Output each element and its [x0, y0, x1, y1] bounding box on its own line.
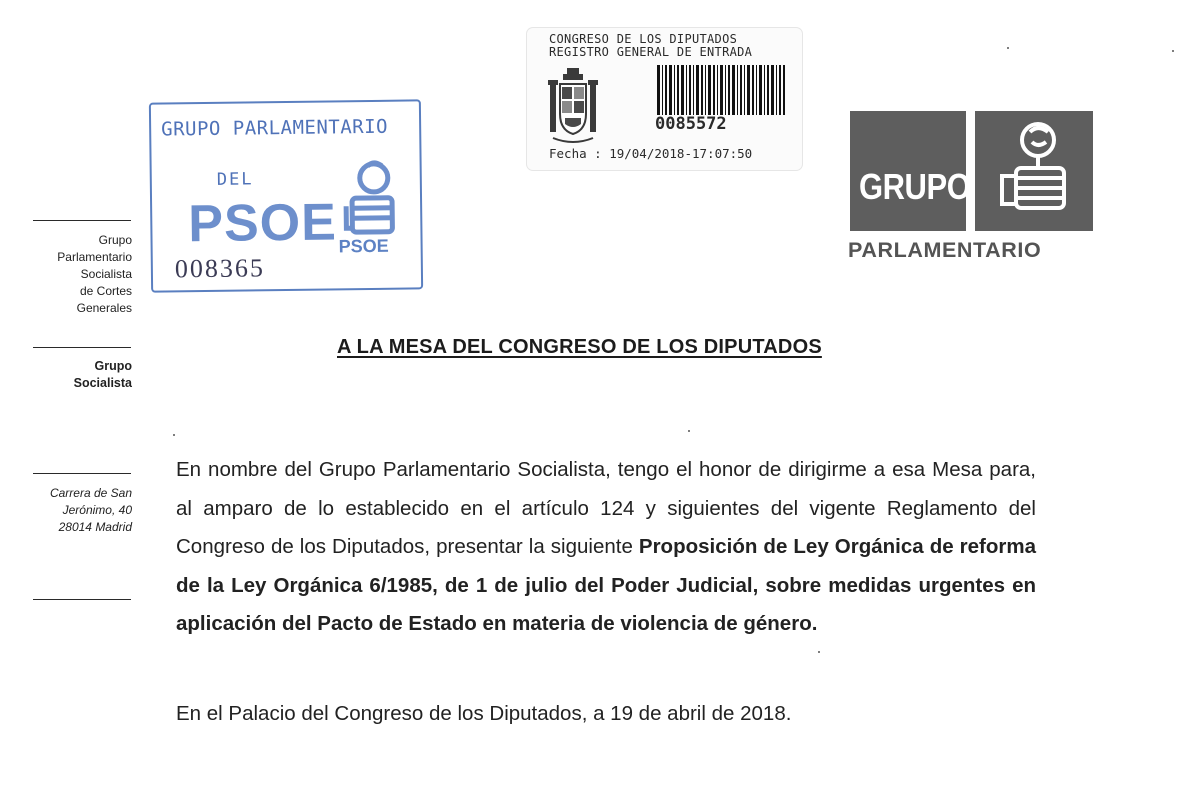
sidebar-group-name	[57, 232, 132, 317]
stamp-logo-text: PSOE	[338, 235, 389, 257]
registry-number: 0085572	[655, 114, 727, 134]
barcode-icon	[657, 65, 785, 115]
entry-stamp	[149, 99, 423, 292]
registry-subtitle: REGISTRO GENERAL DE ENTRADA	[549, 45, 753, 59]
registry-title: CONGRESO DE LOS DIPUTADOS	[549, 32, 738, 46]
sidebar-group-line: Generales	[76, 301, 132, 315]
sidebar-divider-4	[33, 599, 131, 600]
scan-speck	[818, 651, 820, 653]
sidebar-divider-3	[33, 473, 131, 474]
scan-speck	[1172, 50, 1174, 52]
sidebar-group-line: de Cortes	[79, 284, 132, 298]
stamp-header: GRUPO PARLAMENTARIO	[161, 115, 389, 141]
sidebar-socialista	[74, 358, 132, 392]
fist-and-rose-icon	[990, 118, 1076, 218]
logo-parlamentario-text: PARLAMENTARIO	[848, 238, 1042, 262]
body-bold-text: Proposición de Ley Orgánica de reforma de la Ley Orgánica 6/1985, de 1 de julio del Poder Judicial, sobre medidas urgentes en aplicación del Pacto de Estado en materia de violencia de género.	[176, 535, 1037, 635]
scan-speck	[173, 434, 175, 436]
stamp-number: 008365	[174, 253, 266, 284]
sidebar-address-line: Jerónimo, 40	[62, 503, 132, 517]
document-heading: A LA MESA DEL CONGRESO DE LOS DIPUTADOS	[337, 336, 822, 358]
sidebar-group-line: Socialista	[80, 267, 132, 281]
psoe-fist-rose-icon	[338, 156, 401, 249]
document-closing: En el Palacio del Congreso de los Diputados, a 19 de abril de 2018.	[176, 702, 792, 725]
body-intro-text: En nombre del Grupo Parlamentario Socialista, tengo el honor de dirigirme a esa Mesa para, al amparo de lo establecido en el artículo 124 y siguientes del vigente Reglamento del Congreso de los Diputados, presentar la siguiente	[176, 458, 1036, 558]
coat-of-arms-icon	[547, 64, 599, 148]
scan-speck	[688, 430, 690, 432]
scan-speck	[1007, 47, 1009, 49]
sidebar-group-line: Parlamentario	[57, 250, 132, 264]
sidebar-group-line: Grupo	[98, 233, 132, 247]
logo-grupo-text: GRUPO	[858, 166, 971, 207]
sidebar-address-line: 28014 Madrid	[58, 520, 132, 534]
stamp-party: PSOE	[187, 193, 338, 254]
sidebar-socialista-line: Grupo	[94, 359, 132, 373]
sidebar-divider-1	[33, 220, 131, 221]
registry-label	[527, 28, 802, 170]
sidebar-divider-2	[33, 347, 131, 348]
stamp-del: DEL	[216, 169, 254, 190]
sidebar-address	[50, 485, 132, 536]
sidebar-address-line: Carrera de San	[49, 486, 132, 500]
sidebar-socialista-line: Socialista	[73, 376, 132, 390]
document-body	[176, 451, 1036, 644]
registry-date: Fecha : 19/04/2018-17:07:50	[549, 146, 753, 161]
